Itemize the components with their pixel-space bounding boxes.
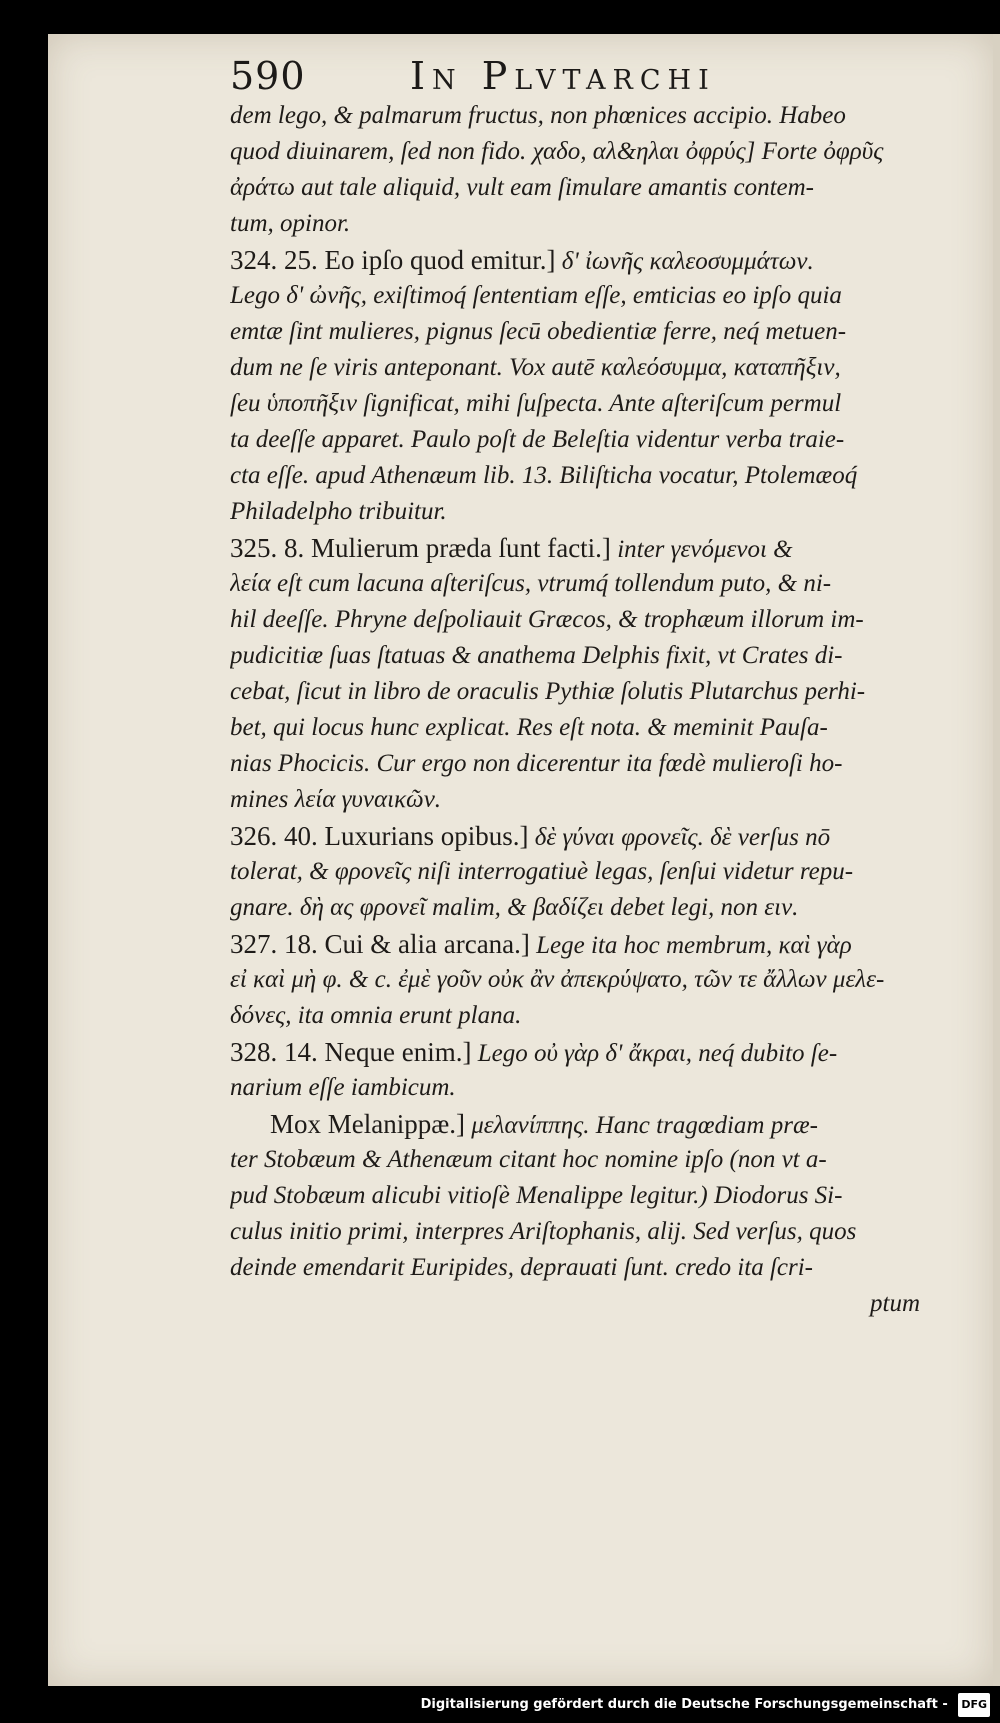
text-line	[230, 242, 965, 278]
text-line	[230, 602, 965, 638]
line-text: emtæ ſint mulieres, pignus ſecū obedientiæ ferre, neq́ metuen-	[230, 318, 847, 345]
text-line	[230, 134, 965, 170]
text-line	[230, 926, 965, 962]
text-line	[230, 566, 965, 602]
line-text: cebat, ſicut in libro de oraculis Pythiæ ſolutis Plutarchus perhi-	[230, 678, 866, 705]
text-line	[230, 1250, 965, 1286]
lemma: 327. 18. Cui & alia arcana.]	[230, 929, 530, 959]
footer	[421, 1693, 990, 1715]
text-line	[230, 206, 965, 242]
text-line	[230, 278, 965, 314]
line-text: dum ne ſe viris anteponant. Vox autē καλεόσυμμα, καταπῆξιν,	[230, 354, 841, 381]
line-text: gnare. δὴ ας φρονεῖ malim, & βαδίζει debet legi, non ειν.	[230, 894, 799, 921]
line-text: bet, qui locus hunc explicat. Res eſt nota. & meminit Pauſa-	[230, 714, 828, 741]
line-text: ſeu ὑποπῆξιν ſignificat, mihi ſuſpecta. Ante aſteriſcum permul	[230, 390, 842, 417]
text-line	[230, 530, 965, 566]
line-text: pud Stobæum alicubi vitioſè Menalippe legitur.) Diodorus Si-	[230, 1182, 843, 1209]
text-line	[230, 746, 965, 782]
text-line	[230, 386, 965, 422]
line-text: δόνες, ita omnia erunt plana.	[230, 1002, 522, 1029]
text-line	[230, 854, 965, 890]
text-line	[230, 782, 965, 818]
line-text: hil deeſſe. Phryne deſpoliauit Græcos, & trophæum illorum im-	[230, 606, 864, 633]
line-text: ἀράτω aut tale aliquid, vult eam ſimulare amantis contem-	[230, 174, 814, 201]
text-line	[230, 710, 965, 746]
text-line	[230, 818, 965, 854]
text-line	[230, 494, 965, 530]
text-line	[230, 890, 965, 926]
line-text: cta eſſe. apud Athenæum lib. 13. Biliſticha vocatur, Ptolemæoq́	[230, 462, 858, 489]
text-line	[230, 314, 965, 350]
running-head: In Plvtarchi	[410, 54, 716, 98]
line-text: Philadelpho tribuitur.	[230, 498, 447, 525]
line-text: δὲ γύναι φρονεῖς. δὲ verſus nō	[528, 824, 831, 851]
line-text: narium eſſe iambicum.	[230, 1074, 456, 1101]
line-text: Lego οὐ γὰρ δ' ἄκραι, neq́ dubito ſe-	[471, 1040, 838, 1067]
line-text: nias Phocicis. Cur ergo non dicerentur ita fœdè mulieroſi ho-	[230, 750, 843, 777]
lemma: 328. 14. Neque enim.]	[230, 1037, 472, 1067]
line-text: tum, opinor.	[230, 210, 351, 237]
line-text: εἰ καὶ μὴ φ. & c. ἐμὲ γοῦν οὐκ ἂν ἀπεκρύψατο, τῶν τε ἄλλων μελε-	[230, 966, 885, 993]
line-text: deinde emendarit Euripides, deprauati ſunt. credo ita ſcri-	[230, 1254, 814, 1281]
text-line	[230, 674, 965, 710]
text-line	[230, 998, 965, 1034]
footer-credit: Digitalisierung gefördert durch die Deutsche Forschungsgemeinschaft -	[420, 1697, 948, 1712]
lemma: 325. 8. Mulierum præda ſunt facti.]	[230, 533, 611, 563]
lemma: 326. 40. Luxurians opibus.]	[230, 821, 529, 851]
text-line	[230, 962, 965, 998]
line-text: ptum	[870, 1290, 920, 1317]
lemma: 324. 25. Eo ipſo quod emitur.]	[230, 245, 556, 275]
line-text: ta deeſſe apparet. Paulo poſt de Beleſtia videntur verba traie-	[230, 426, 845, 453]
text-line	[230, 350, 965, 386]
line-text: quod diuinarem, ſed non fido. χαδο, αλ&ηλαι ὀφρύς] Forte ὀφρῦς	[230, 138, 884, 165]
line-text: ter Stobæum & Athenæum citant hoc nomine ipſo (non vt a-	[230, 1146, 827, 1173]
text-line	[230, 1106, 965, 1142]
line-text: inter γενόμενοι &	[610, 536, 793, 563]
text-line	[230, 458, 965, 494]
line-text: culus initio primi, interpres Ariſtophanis, alij. Sed verſus, quos	[230, 1218, 857, 1245]
page-number: 590	[230, 54, 306, 98]
line-text: Lego δ' ὠνῆς, exiſtimoq́ ſententiam eſſe, emticias eo ipſo quia	[230, 282, 842, 309]
text-line	[230, 1070, 965, 1106]
text-block	[230, 98, 965, 1322]
text-line	[230, 1286, 965, 1322]
text-line	[230, 1034, 965, 1070]
page-header	[230, 54, 950, 98]
line-text: Lege ita hoc membrum, καὶ γὰρ	[529, 932, 852, 959]
line-text: tolerat, & φρονεῖς niſi interrogatiuè legas, ſenſui videtur repu-	[230, 858, 854, 885]
text-line	[230, 422, 965, 458]
line-text: λεία eſt cum lacuna aſteriſcus, vtrumq́ tollendum puto, & ni-	[230, 570, 832, 597]
text-line	[230, 170, 965, 206]
line-text: dem lego, & palmarum fructus, non phœnices accipio. Habeo	[230, 102, 846, 129]
text-line	[230, 1214, 965, 1250]
line-text: mines λεία γυναικῶν.	[230, 786, 442, 813]
lemma: Mox Melanippæ.]	[270, 1109, 465, 1139]
text-line	[230, 1178, 965, 1214]
line-text: δ' ἰωνῆς καλεοσυμμάτων.	[555, 248, 814, 275]
text-line	[230, 638, 965, 674]
line-text: μελανίππης. Hanc tragœdiam præ-	[465, 1112, 818, 1139]
line-text: pudicitiæ ſuas ſtatuas & anathema Delphis fixit, vt Crates di-	[230, 642, 843, 669]
text-line	[230, 98, 965, 134]
text-line	[230, 1142, 965, 1178]
dfg-logo: DFG	[958, 1693, 990, 1717]
